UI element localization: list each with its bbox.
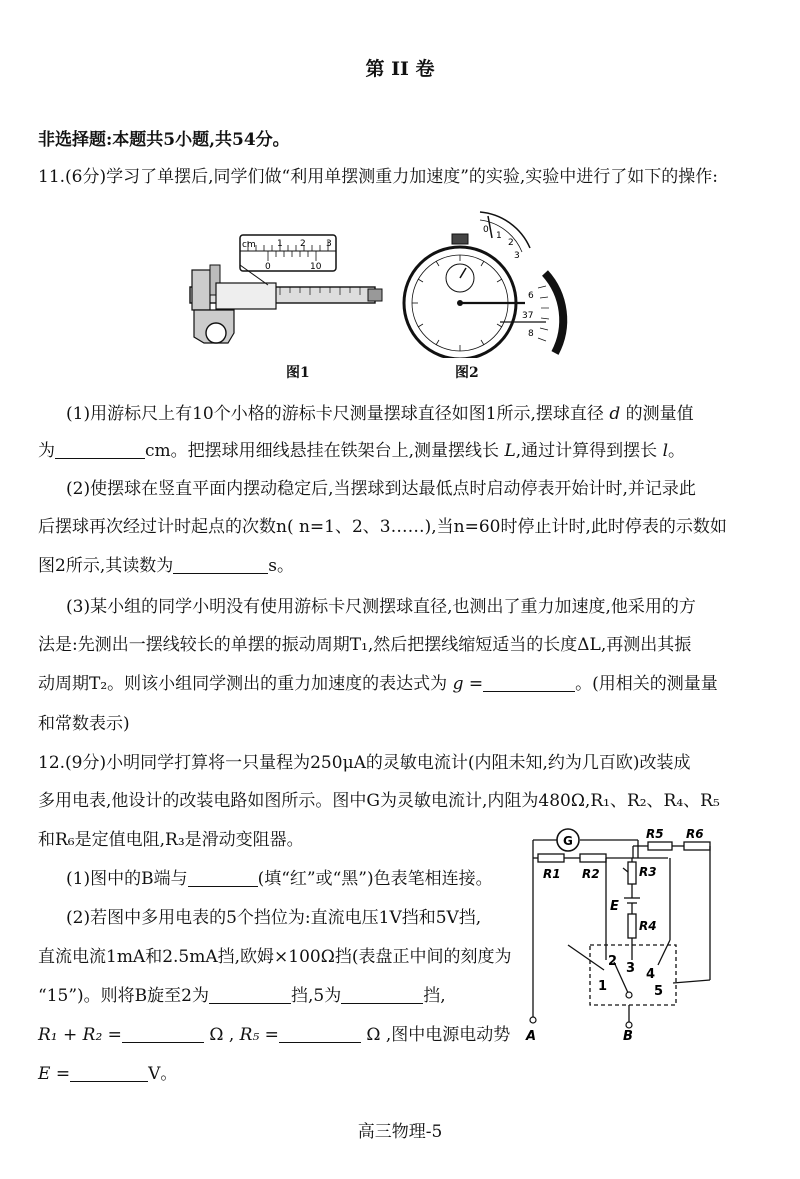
q11-part2-line1: (2)使摆球在竖直平面内摆动稳定后,当摆球到达最低点时启动停表开始计时,并记录此	[66, 479, 696, 499]
small-dial-3: 3	[514, 251, 520, 261]
galvanometer-label: G	[563, 834, 573, 848]
q11-part3-answer-blank[interactable]	[483, 673, 575, 692]
multimeter-circuit	[518, 820, 718, 1045]
q11-part3-line1: (3)某小组的同学小明没有使用游标卡尺测摆球直径,也测出了重力加速度,他采用的方	[66, 597, 696, 617]
q12-part2-line2: 直流电流1mA和2.5mA挡,欧姆×100Ω挡(表盘正中间的刻度为	[38, 947, 512, 967]
large-dial-37: 37	[522, 311, 534, 321]
end-b: B	[623, 1029, 633, 1044]
q12-part1-line	[66, 867, 493, 891]
q12-part2-r5: R₅ =	[239, 1025, 279, 1045]
q11-part1-line2	[38, 439, 685, 463]
terminal-1: 1	[598, 979, 608, 994]
q12-part2-text-e: 挡,	[423, 986, 446, 1006]
q11-part2-text-d: s。	[268, 556, 294, 576]
q12-part2-text-g: Ω ,	[209, 1025, 235, 1045]
q12-part2-r1r2: R₁ + R₂ =	[38, 1025, 122, 1045]
q12-part2-line1: (2)若图中多用电表的5个挡位为:直流电压1V挡和5V挡,	[66, 908, 482, 928]
q12-stem-line2: 多用电表,他设计的改装电路如图所示。图中G为灵敏电流计,内阻为480Ω,R₁、R₂、R₄、R₅	[38, 791, 720, 811]
q12-part2-line5	[38, 1062, 177, 1086]
section-title: 第 II 卷	[365, 58, 435, 80]
q12-part2-text-c: “15”)。则将B旋至2为	[38, 986, 209, 1006]
q11-part1-text-e: ,通过计算得到摆长	[515, 441, 658, 461]
q11-part1-var-L: L	[504, 441, 516, 461]
q11-stem: 11.(6分)学习了单摆后,同学们做“利用单摆测重力加速度”的实验,实验中进行了如下的操作:	[38, 167, 719, 187]
caliper-main-tick-1: 1	[277, 239, 283, 249]
terminal-3: 3	[626, 961, 636, 976]
q11-part2-answer-blank[interactable]	[173, 555, 268, 574]
q12-part2-text-d: 挡,5为	[290, 986, 342, 1006]
q12-part1-answer-blank[interactable]	[188, 868, 258, 887]
q12-part2-answer-blank-3[interactable]	[122, 1024, 204, 1043]
small-dial-1: 1	[496, 231, 502, 241]
fig1-caption: 图1	[286, 365, 310, 381]
fig2-caption: 图2	[455, 365, 479, 381]
q11-part3-line2: 法是:先测出一摆线较长的单摆的振动周期T₁,然后把摆线缩短适当的长度ΔL,再测出其振	[38, 635, 692, 655]
q11-part3-text-c: 动周期T₂。则该小组同学测出的重力加速度的表达式为	[38, 674, 448, 694]
q11-part1-var-l: l	[662, 441, 668, 461]
q11-part2-text-c: 图2所示,其读数为	[38, 556, 174, 576]
q12-part2-text-k: V。	[148, 1064, 178, 1084]
q11-part1-text-d: cm。把摆球用细线悬挂在铁架台上,测量摆线长	[145, 441, 500, 461]
q12-part1-text-a: (1)图中的B端与	[66, 869, 188, 889]
q11-part1-line1	[66, 402, 694, 426]
q11-part1-text-a: (1)用游标尺上有10个小格的游标卡尺测量摆球直径如图1所示,摆球直径	[66, 404, 604, 424]
q12-part2-line3	[38, 984, 446, 1008]
q11-part2-line2: 后摆球再次经过计时起点的次数n( n=1、2、3……),当n=60时停止计时,此时停表的示数如	[38, 517, 727, 537]
q12-stem-line1: 12.(9分)小明同学打算将一只量程为250μA的灵敏电流计(内阻未知,约为几百欧)改装成	[38, 753, 691, 773]
q12-part2-answer-blank-4[interactable]	[279, 1024, 361, 1043]
label-r6: R6	[686, 827, 704, 841]
q12-part2-answer-blank-2[interactable]	[341, 985, 423, 1004]
q11-part1-answer-blank[interactable]	[55, 440, 145, 459]
caliper-main-tick-2: 2	[300, 239, 306, 249]
label-r5: R5	[646, 827, 664, 841]
q11-part3-line3	[38, 672, 718, 696]
q11-part1-text-f: 。	[668, 441, 685, 461]
small-dial-0: 0	[483, 225, 489, 235]
q11-part1-text-b: 的测量值	[625, 404, 694, 424]
q11-part3-g: g =	[452, 674, 484, 694]
q12-part2-e: E =	[38, 1064, 71, 1084]
large-dial-6: 6	[528, 291, 534, 301]
caliper-unit-label: cm	[242, 240, 256, 250]
caliper-main-tick-3: 3	[326, 239, 332, 249]
terminal-4: 4	[646, 967, 656, 982]
caliper-figure	[180, 225, 385, 355]
caliper-magnified-scale	[240, 235, 336, 272]
terminal-2: 2	[608, 954, 618, 969]
intro-text: 非选择题:本题共5小题,共54分。	[38, 130, 290, 150]
small-dial-2: 2	[508, 238, 514, 248]
q12-part2-line4	[38, 1023, 510, 1047]
q12-part2-text-i: Ω ,图中电源电动势	[366, 1025, 511, 1045]
q12-part1-text-b: (填“红”或“黑”)色表笔相连接。	[257, 869, 493, 889]
q12-stem-line3: 和R₆是定值电阻,R₃是滑动变阻器。	[38, 830, 304, 850]
q11-part1-var-d: d	[609, 404, 621, 424]
label-r4: R4	[639, 919, 657, 933]
terminal-5: 5	[654, 984, 664, 999]
stopwatch-figure	[400, 208, 585, 358]
q12-part2-answer-blank-1[interactable]	[209, 985, 291, 1004]
end-a: A	[526, 1029, 537, 1044]
label-r1: R1	[543, 867, 561, 881]
caliper-vernier-tick-0: 0	[265, 262, 271, 272]
label-r2: R2	[582, 867, 600, 881]
q11-part3-line4: 和常数表示)	[38, 714, 130, 734]
caliper-vernier-tick-10: 10	[310, 262, 322, 272]
page-footer: 高三物理-5	[357, 1122, 443, 1142]
label-r3: R3	[639, 865, 657, 879]
q12-part2-answer-blank-5[interactable]	[70, 1063, 148, 1082]
q11-part2-line3	[38, 554, 294, 578]
q11-part3-text-d: 。(用相关的测量量	[575, 674, 718, 694]
label-source-e: E	[610, 899, 619, 914]
large-dial-8: 8	[528, 329, 534, 339]
q11-part1-text-c: 为	[38, 441, 55, 461]
